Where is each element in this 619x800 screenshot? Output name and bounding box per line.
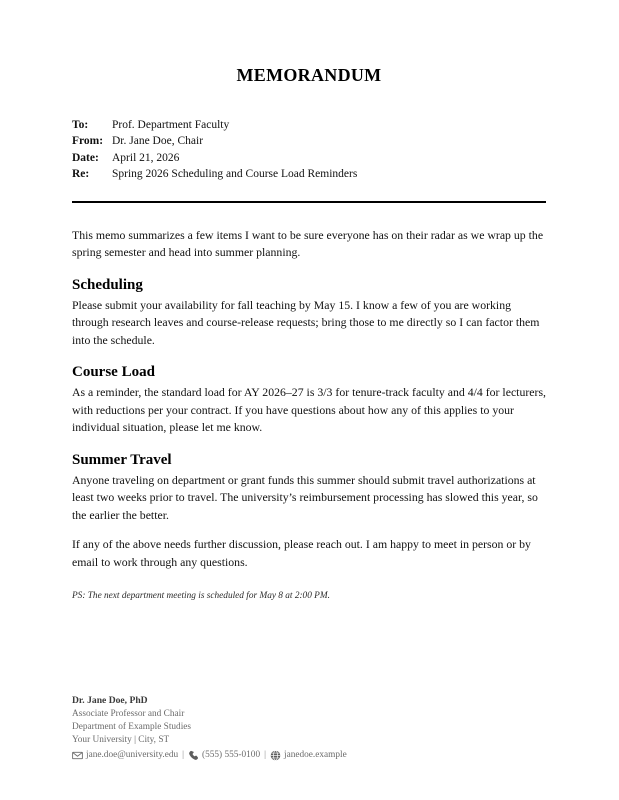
contact-email-text: jane.doe@university.edu — [86, 750, 179, 761]
signature-department: Department of Example Studies — [72, 721, 192, 732]
memo-field-re-value: Spring 2026 Scheduling and Course Load Reminders — [112, 168, 358, 181]
memo-page — [72, 0, 546, 603]
memo-header-fields — [72, 117, 546, 183]
signature-contact-line — [72, 748, 546, 762]
memo-field-from-label: From: — [72, 135, 104, 148]
section-body-summer-travel: Anyone traveling on department or grant funds this summer should submit travel authorizations at least two weeks prior to travel. The university’s reimbursement processing has slowed this year, so the earlier the better. — [72, 472, 538, 522]
memo-field-to-label: To: — [72, 118, 89, 131]
contact-website[interactable] — [270, 748, 347, 762]
signature-institution: Your University | City, ST — [72, 734, 170, 745]
memo-body — [72, 227, 546, 604]
memo-field-date-label: Date: — [72, 151, 99, 164]
memo-field-date-value: April 21, 2026 — [112, 151, 180, 164]
contact-email[interactable] — [72, 748, 178, 762]
section-body-course-load: As a reminder, the standard load for AY 2026–27 is 3/3 for tenure-track faculty and 4/4 for lecturers, with reductions per your contract. If you have questions about how any of this applies to your individual situation, please let me know. — [72, 385, 546, 435]
section-body-scheduling: Please submit your availability for fall teaching by May 15. I know a few of you are working through research leaves and course-release requests; bring those to me directly so I can factor them into the schedule. — [72, 297, 540, 347]
contact-phone[interactable] — [188, 748, 260, 762]
closing-paragraph: If any of the above needs further discussion, please reach out. I am happy to meet in person or by email to work through any questions. — [72, 537, 531, 569]
memo-field-date — [72, 150, 546, 167]
signature-title: Associate Professor and Chair — [72, 708, 185, 719]
header-divider — [72, 201, 546, 203]
memo-field-from — [72, 133, 546, 150]
signature-block — [72, 694, 546, 762]
intro-paragraph: This memo summarizes a few items I want to be sure everyone has on their radar as we wrap up the spring semester and head into summer planning. — [72, 227, 544, 260]
memo-field-from-value: Dr. Jane Doe, Chair — [112, 135, 204, 148]
envelope-icon — [72, 750, 83, 761]
contact-separator-2: | — [264, 750, 266, 761]
contact-phone-text: (555) 555-0100 — [202, 750, 261, 761]
memo-field-re-label: Re: — [72, 168, 90, 181]
globe-icon — [270, 750, 281, 761]
postscript-note: PS: The next department meeting is scheduled for May 8 at 2:00 PM. — [72, 591, 330, 602]
memo-field-to — [72, 117, 546, 134]
memo-field-re — [72, 166, 546, 183]
memo-field-to-value: Prof. Department Faculty — [112, 118, 230, 131]
section-heading-course-load: Course Load — [72, 364, 155, 381]
page-title: MEMORANDUM — [236, 65, 382, 85]
signature-name: Dr. Jane Doe, PhD — [72, 695, 148, 706]
contact-website-text: janedoe.example — [283, 750, 347, 761]
contact-separator-1: | — [182, 750, 184, 761]
telephone-icon — [188, 750, 199, 761]
section-heading-scheduling: Scheduling — [72, 276, 143, 293]
section-heading-summer-travel: Summer Travel — [72, 451, 172, 468]
